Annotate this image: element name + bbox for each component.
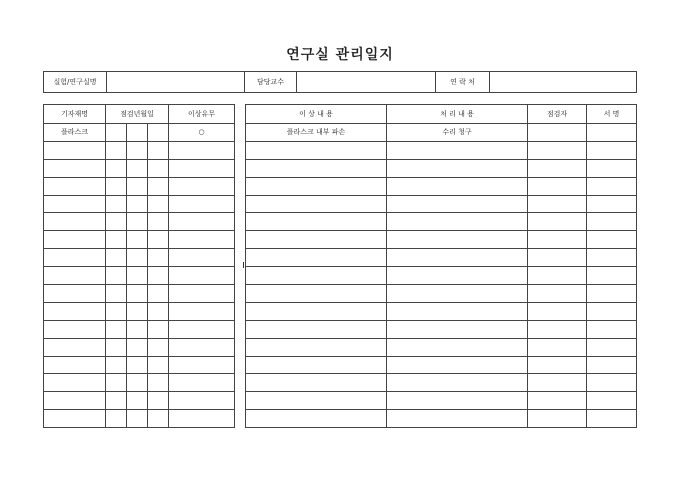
check-year-cell[interactable] [106, 249, 127, 267]
abnormality-cell[interactable] [169, 249, 235, 267]
equipment-name-cell[interactable] [44, 177, 106, 195]
signature-cell[interactable] [587, 231, 637, 249]
equipment-name-cell[interactable] [44, 410, 106, 428]
check-year-cell[interactable] [106, 392, 127, 410]
professor-field[interactable] [297, 72, 436, 93]
action-cell[interactable] [387, 177, 528, 195]
abnormality-cell[interactable]: ○ [169, 124, 235, 142]
check-year-cell[interactable] [106, 141, 127, 159]
equipment-name-cell[interactable] [44, 213, 106, 231]
inspector-cell[interactable] [528, 320, 587, 338]
check-day-cell[interactable] [148, 302, 169, 320]
contact-field[interactable] [490, 72, 637, 93]
issue-row [246, 410, 637, 428]
action-cell[interactable] [387, 231, 528, 249]
signature-cell[interactable] [587, 249, 637, 267]
check-month-cell[interactable] [127, 213, 148, 231]
check-day-cell[interactable] [148, 356, 169, 374]
check-day-cell[interactable] [148, 392, 169, 410]
issue-row [246, 141, 637, 159]
equipment-row [44, 374, 235, 392]
action-cell[interactable] [387, 159, 528, 177]
issue-cell[interactable] [246, 392, 387, 410]
equipment-row [44, 231, 235, 249]
abnormality-cell[interactable] [169, 285, 235, 303]
signature-cell[interactable] [587, 410, 637, 428]
issue-row [246, 231, 637, 249]
issue-row [246, 177, 637, 195]
check-day-cell[interactable] [148, 410, 169, 428]
signature-cell[interactable] [587, 302, 637, 320]
abnormality-cell[interactable] [169, 141, 235, 159]
inspector-cell[interactable] [528, 392, 587, 410]
header-signature: 서 명 [587, 105, 637, 124]
issue-cell[interactable] [246, 267, 387, 285]
contact-label: 연 락 처 [436, 72, 490, 93]
check-month-cell[interactable] [127, 195, 148, 213]
inspector-cell[interactable] [528, 141, 587, 159]
inspector-cell[interactable] [528, 302, 587, 320]
inspector-cell[interactable] [528, 195, 587, 213]
issue-row [246, 213, 637, 231]
equipment-name-cell[interactable] [44, 249, 106, 267]
check-year-cell[interactable] [106, 124, 127, 142]
signature-cell[interactable] [587, 141, 637, 159]
issue-cell[interactable] [246, 302, 387, 320]
issue-row [246, 320, 637, 338]
check-year-cell[interactable] [106, 159, 127, 177]
inspector-cell[interactable] [528, 374, 587, 392]
signature-cell[interactable] [587, 267, 637, 285]
check-year-cell[interactable] [106, 374, 127, 392]
signature-cell[interactable] [587, 285, 637, 303]
issue-table-header [246, 105, 637, 124]
check-day-cell[interactable] [148, 374, 169, 392]
signature-cell[interactable] [587, 177, 637, 195]
equipment-row [44, 141, 235, 159]
equipment-table [43, 104, 235, 428]
check-month-cell[interactable] [127, 410, 148, 428]
issue-cell[interactable] [246, 356, 387, 374]
page-title: 연구실 관리일지 [286, 47, 394, 63]
check-year-cell[interactable] [106, 195, 127, 213]
check-year-cell[interactable] [106, 231, 127, 249]
check-day-cell[interactable] [148, 159, 169, 177]
equipment-row [44, 159, 235, 177]
check-year-cell[interactable] [106, 302, 127, 320]
check-year-cell[interactable] [106, 213, 127, 231]
signature-cell[interactable] [587, 392, 637, 410]
check-day-cell[interactable] [148, 249, 169, 267]
inspector-cell[interactable] [528, 356, 587, 374]
check-month-cell[interactable] [127, 249, 148, 267]
action-cell[interactable] [387, 410, 528, 428]
signature-cell[interactable] [587, 320, 637, 338]
equipment-name-cell[interactable] [44, 320, 106, 338]
inspector-cell[interactable] [528, 338, 587, 356]
check-year-cell[interactable] [106, 410, 127, 428]
issue-cell[interactable]: 플라스크 내부 파손 [246, 124, 387, 142]
equipment-row [44, 249, 235, 267]
issue-cell[interactable] [246, 374, 387, 392]
equipment-row [44, 213, 235, 231]
check-year-cell[interactable] [106, 356, 127, 374]
check-day-cell[interactable] [148, 320, 169, 338]
equipment-row [44, 302, 235, 320]
check-month-cell[interactable] [127, 141, 148, 159]
action-cell[interactable] [387, 141, 528, 159]
equipment-name-cell[interactable] [44, 195, 106, 213]
inspector-cell[interactable] [528, 410, 587, 428]
issue-row [246, 374, 637, 392]
action-cell[interactable] [387, 195, 528, 213]
issue-cell[interactable] [246, 195, 387, 213]
issue-cell[interactable] [246, 213, 387, 231]
issue-row [246, 285, 637, 303]
equipment-name-cell[interactable]: 플라스크 [44, 124, 106, 142]
professor-label: 담당교수 [245, 72, 297, 93]
equipment-name-cell[interactable] [44, 285, 106, 303]
equipment-row [44, 392, 235, 410]
inspector-cell[interactable] [528, 213, 587, 231]
inspector-cell[interactable] [528, 285, 587, 303]
check-month-cell[interactable] [127, 267, 148, 285]
equipment-row [44, 356, 235, 374]
action-cell[interactable] [387, 356, 528, 374]
abnormality-cell[interactable] [169, 159, 235, 177]
check-month-cell[interactable] [127, 320, 148, 338]
signature-cell[interactable] [587, 356, 637, 374]
issue-table [245, 104, 637, 428]
issue-cell[interactable] [246, 141, 387, 159]
action-cell[interactable] [387, 374, 528, 392]
equipment-name-cell[interactable] [44, 392, 106, 410]
inspector-cell[interactable] [528, 267, 587, 285]
issue-cell[interactable] [246, 320, 387, 338]
check-month-cell[interactable] [127, 374, 148, 392]
check-year-cell[interactable] [106, 267, 127, 285]
abnormality-cell[interactable] [169, 410, 235, 428]
header-check-date: 점검년월일 [106, 105, 169, 124]
info-table [43, 71, 637, 93]
check-day-cell[interactable] [148, 213, 169, 231]
issue-cell[interactable] [246, 285, 387, 303]
check-month-cell[interactable] [127, 338, 148, 356]
action-cell[interactable] [387, 285, 528, 303]
equipment-row [44, 177, 235, 195]
issue-cell[interactable] [246, 410, 387, 428]
abnormality-cell[interactable] [169, 267, 235, 285]
check-day-cell[interactable] [148, 195, 169, 213]
abnormality-cell[interactable] [169, 392, 235, 410]
check-day-cell[interactable] [148, 141, 169, 159]
signature-cell[interactable] [587, 195, 637, 213]
check-year-cell[interactable] [106, 285, 127, 303]
inspector-cell[interactable] [528, 249, 587, 267]
abnormality-cell[interactable] [169, 231, 235, 249]
check-month-cell[interactable] [127, 356, 148, 374]
signature-cell[interactable] [587, 374, 637, 392]
equipment-row [44, 267, 235, 285]
check-year-cell[interactable] [106, 338, 127, 356]
equipment-row [44, 285, 235, 303]
check-day-cell[interactable] [148, 285, 169, 303]
equipment-name-cell[interactable] [44, 356, 106, 374]
check-month-cell[interactable] [127, 285, 148, 303]
abnormality-cell[interactable] [169, 338, 235, 356]
action-cell[interactable] [387, 267, 528, 285]
action-cell[interactable] [387, 213, 528, 231]
equipment-name-cell[interactable] [44, 374, 106, 392]
equipment-row [44, 410, 235, 428]
check-month-cell[interactable] [127, 177, 148, 195]
action-cell[interactable] [387, 302, 528, 320]
signature-cell[interactable] [587, 338, 637, 356]
lab-name-label: 실험/연구실명 [44, 72, 107, 93]
equipment-row [44, 338, 235, 356]
check-month-cell[interactable] [127, 124, 148, 142]
equipment-row [44, 124, 235, 142]
inspector-cell[interactable] [528, 231, 587, 249]
issue-cell[interactable] [246, 159, 387, 177]
divider-mark [243, 262, 244, 268]
check-day-cell[interactable] [148, 267, 169, 285]
inspector-cell[interactable] [528, 177, 587, 195]
equipment-name-cell[interactable] [44, 231, 106, 249]
signature-cell[interactable] [587, 124, 637, 142]
issue-row [246, 124, 637, 142]
action-cell[interactable] [387, 392, 528, 410]
check-year-cell[interactable] [106, 320, 127, 338]
equipment-name-cell[interactable] [44, 159, 106, 177]
abnormality-cell[interactable] [169, 302, 235, 320]
issue-cell[interactable] [246, 338, 387, 356]
check-month-cell[interactable] [127, 159, 148, 177]
issue-cell[interactable] [246, 177, 387, 195]
equipment-name-cell[interactable] [44, 141, 106, 159]
action-cell[interactable] [387, 320, 528, 338]
issue-row [246, 302, 637, 320]
signature-cell[interactable] [587, 159, 637, 177]
abnormality-cell[interactable] [169, 177, 235, 195]
issue-row [246, 267, 637, 285]
header-action: 처 리 내 용 [387, 105, 528, 124]
action-cell[interactable] [387, 338, 528, 356]
issue-cell[interactable] [246, 231, 387, 249]
check-month-cell[interactable] [127, 392, 148, 410]
signature-cell[interactable] [587, 213, 637, 231]
check-month-cell[interactable] [127, 302, 148, 320]
issue-row [246, 338, 637, 356]
equipment-row [44, 320, 235, 338]
issue-row [246, 195, 637, 213]
check-day-cell[interactable] [148, 231, 169, 249]
equipment-name-cell[interactable] [44, 302, 106, 320]
issue-row [246, 249, 637, 267]
issue-row [246, 392, 637, 410]
issue-row [246, 356, 637, 374]
check-month-cell[interactable] [127, 231, 148, 249]
equipment-row [44, 195, 235, 213]
equipment-name-cell[interactable] [44, 267, 106, 285]
abnormality-cell[interactable] [169, 213, 235, 231]
abnormality-cell[interactable] [169, 374, 235, 392]
abnormality-cell[interactable] [169, 320, 235, 338]
issue-cell[interactable] [246, 249, 387, 267]
check-year-cell[interactable] [106, 177, 127, 195]
check-day-cell[interactable] [148, 338, 169, 356]
inspector-cell[interactable] [528, 124, 587, 142]
lab-name-field[interactable] [107, 72, 245, 93]
check-day-cell[interactable] [148, 177, 169, 195]
check-day-cell[interactable] [148, 124, 169, 142]
header-abnormality: 이상유무 [169, 105, 235, 124]
header-issue: 이 상 내 용 [246, 105, 387, 124]
action-cell[interactable] [387, 249, 528, 267]
equipment-table-header [44, 105, 235, 124]
abnormality-cell[interactable] [169, 356, 235, 374]
header-inspector: 점검자 [528, 105, 587, 124]
action-cell[interactable]: 수리 청구 [387, 124, 528, 142]
header-equipment: 기자재명 [44, 105, 106, 124]
inspector-cell[interactable] [528, 159, 587, 177]
issue-row [246, 159, 637, 177]
abnormality-cell[interactable] [169, 195, 235, 213]
equipment-name-cell[interactable] [44, 338, 106, 356]
